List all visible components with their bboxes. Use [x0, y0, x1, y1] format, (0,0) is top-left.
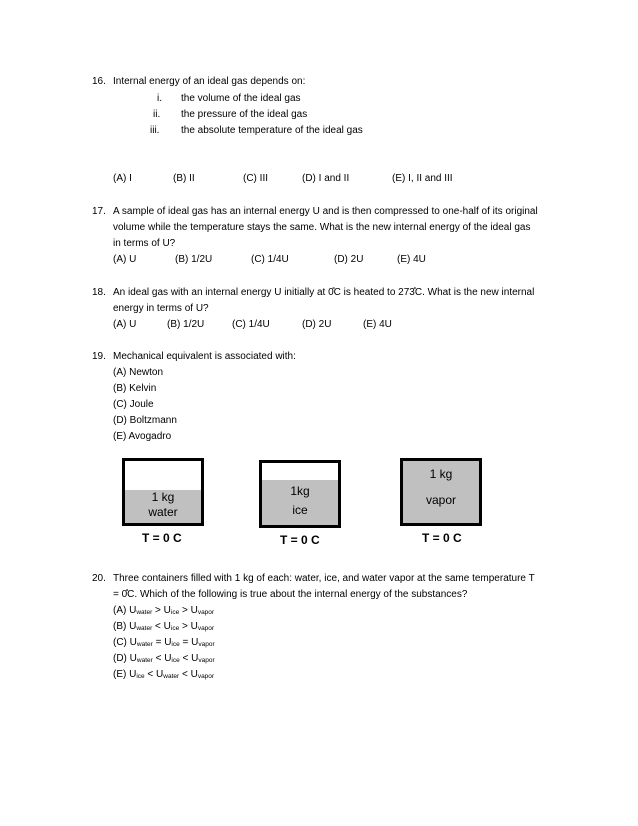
question-line: A sample of ideal gas has an internal energy U and is then compressed to one-half of its original — [113, 206, 538, 217]
answer-option: (D) $U_{water} < U_{ice} < U_{vapor}$ — [113, 653, 215, 664]
question-number: 17. — [92, 206, 106, 217]
question-number: 18. — [92, 287, 106, 298]
answer-option: (A) U — [113, 319, 137, 330]
answer-option: (E) 4U — [363, 319, 392, 330]
question-line: An ideal gas with an internal energy U initially at 0̊C is heated to 273̊C. What is the new internal — [113, 287, 535, 298]
list-item: the volume of the ideal gas — [181, 93, 301, 104]
container-label: 1kg — [290, 484, 310, 498]
question-line: in terms of U? — [113, 238, 176, 249]
answer-option: (C) III — [243, 173, 268, 184]
answer-option: (A) I — [113, 173, 132, 184]
answer-option: (B) Kelvin — [113, 383, 157, 394]
answer-option: (A) $U_{water} > U_{ice} > U_{vapor}$ — [113, 605, 215, 616]
question-line: energy in terms of U? — [113, 303, 209, 314]
container-label: ice — [292, 503, 308, 517]
temperature-label: T = 0 C — [142, 531, 182, 545]
answer-option: (E) Avogadro — [113, 431, 172, 442]
answer-option: (C) Joule — [113, 399, 154, 410]
container-label: 1 kg — [151, 490, 175, 504]
answer-option: (C) $U_{water} = U_{ice} = U_{vapor}$ — [113, 637, 215, 648]
answer-option: (C) 1/4U — [232, 319, 270, 330]
container-label: water — [148, 505, 178, 519]
answer-option: (E) $U_{ice} < U_{water} < U_{vapor}$ — [113, 669, 215, 680]
roman-numeral: i. — [157, 93, 162, 104]
question-line: = 0̊C. Which of the following is true about the internal energy of the substances? — [113, 589, 468, 600]
question-line: Three containers filled with 1 kg of each: water, ice, and water vapor at the same temperature T — [113, 573, 535, 584]
question-number: 16. — [92, 76, 106, 87]
answer-option: (B) 1/2U — [175, 254, 213, 265]
question-number: 19. — [92, 351, 106, 362]
container-label: 1 kg — [429, 467, 453, 481]
answer-option: (A) Newton — [113, 367, 164, 378]
water-container — [122, 458, 204, 526]
answer-option: (B) 1/2U — [167, 319, 205, 330]
answer-option: (D) 2U — [302, 319, 332, 330]
vapor-container — [400, 458, 482, 526]
answer-option: (C) 1/4U — [251, 254, 289, 265]
question-stem: Internal energy of an ideal gas depends on: — [113, 76, 306, 87]
temperature-label: T = 0 C — [422, 531, 462, 545]
answer-option: (E) I, II and III — [392, 173, 453, 184]
container-label: vapor — [425, 493, 457, 507]
question-line: volume while the temperature stays the same. What is the new internal energy of the ideal gas — [113, 222, 531, 233]
answer-option: (D) 2U — [334, 254, 364, 265]
question-stem: Mechanical equivalent is associated with: — [113, 351, 296, 362]
list-item: the pressure of the ideal gas — [181, 109, 308, 120]
answer-option: (D) Boltzmann — [113, 415, 177, 426]
question-number: 20. — [92, 573, 106, 584]
ice-container — [259, 460, 341, 528]
answer-option: (D) I and II — [302, 173, 350, 184]
answer-option: (E) 4U — [397, 254, 426, 265]
answer-option: (B) $U_{water} < U_{ice} > U_{vapor}$ — [113, 621, 215, 632]
answer-option: (A) U — [113, 254, 137, 265]
list-item: the absolute temperature of the ideal gas — [181, 125, 363, 136]
roman-numeral: iii. — [150, 125, 160, 136]
roman-numeral: ii. — [153, 109, 161, 120]
temperature-label: T = 0 C — [280, 533, 320, 547]
answer-option: (B) II — [173, 173, 195, 184]
